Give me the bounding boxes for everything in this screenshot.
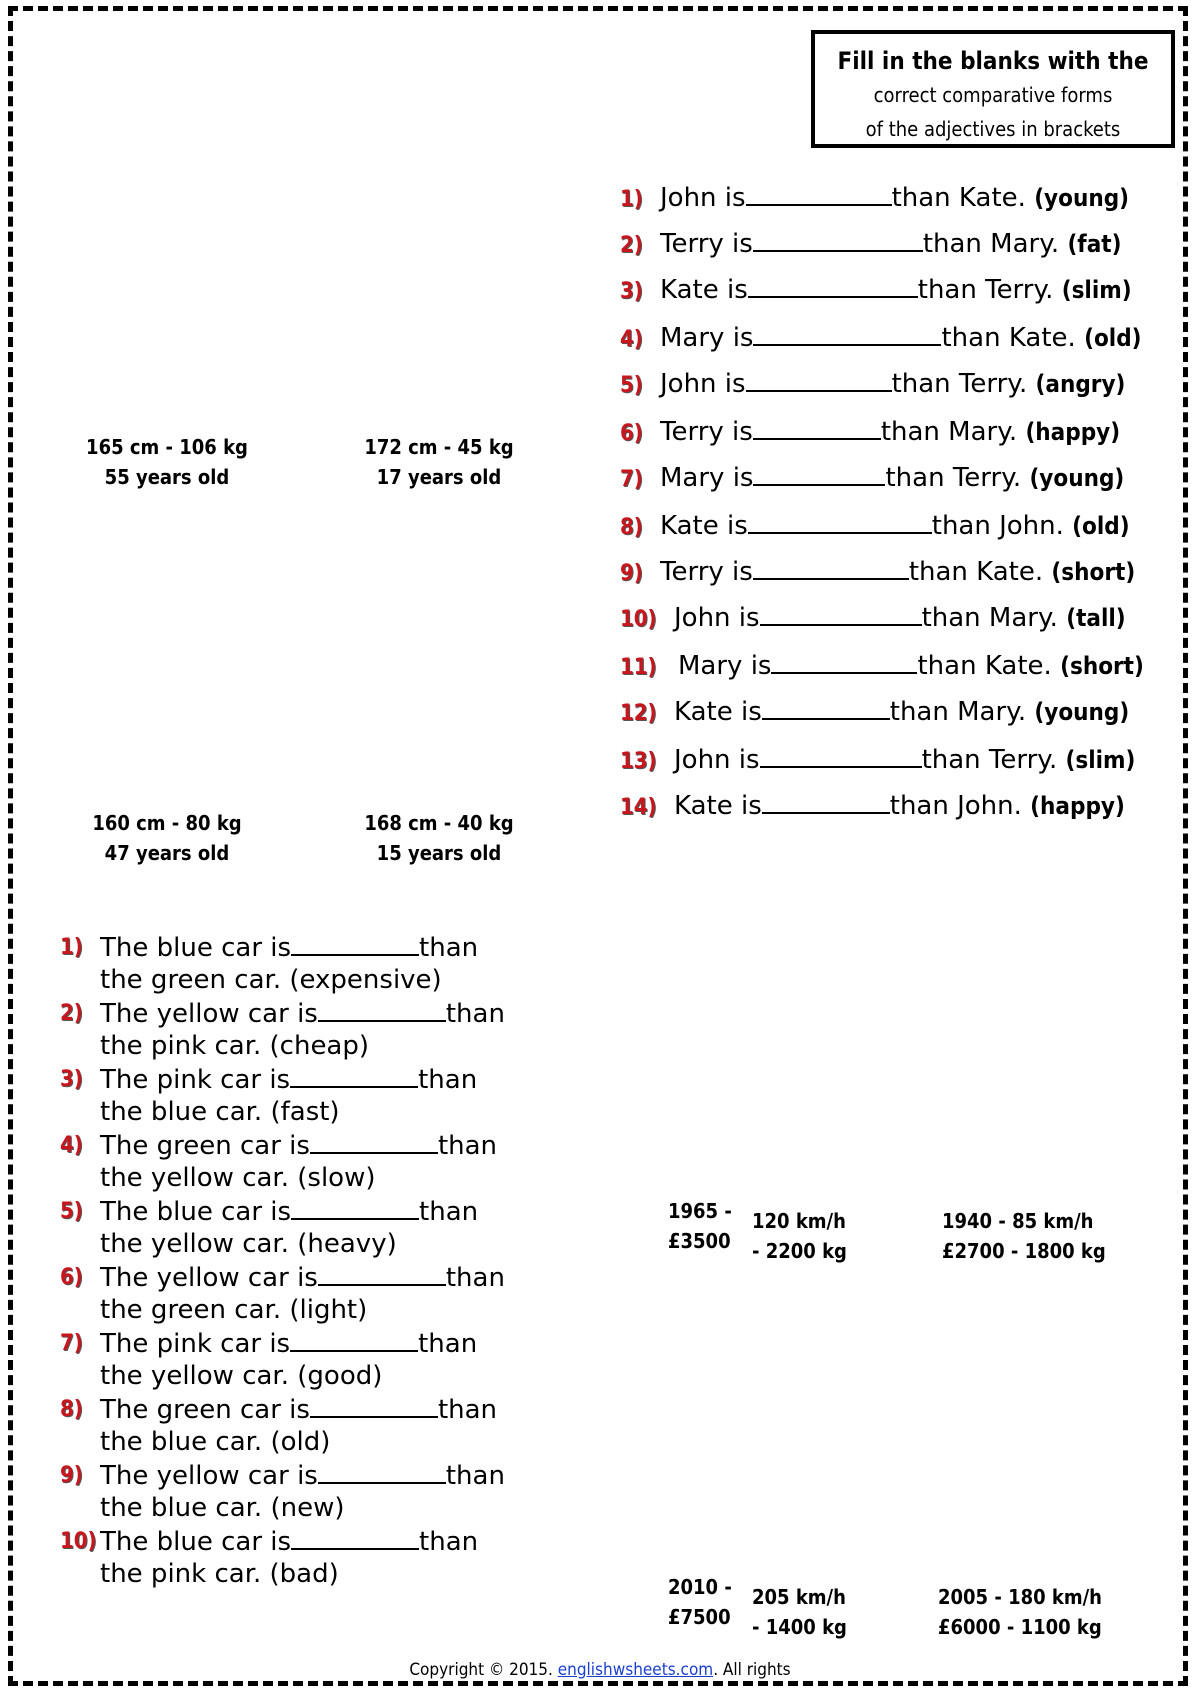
answer-blank[interactable] [310,1392,438,1418]
answer-blank[interactable] [290,1326,418,1352]
question-start: The blue car is [100,1527,292,1557]
answer-blank[interactable] [291,1524,419,1550]
question-rest: than Kate. [908,557,1044,587]
question-rest: than John. [931,511,1064,541]
question-number: 3) [60,1067,83,1092]
answer-blank[interactable] [762,786,890,814]
question-number: 14) [620,795,657,820]
question-start: The yellow car is [100,1461,318,1491]
people-question [620,692,1129,732]
question-adjective: (short) [1060,652,1144,680]
question-adjective: (slim) [1061,276,1132,304]
question-subject: Terry is [660,417,753,447]
people-question [620,224,1121,264]
car-year-speed: 2005 - 180 km/h [938,1585,1102,1609]
question-subject: Mary is [660,323,754,353]
question-than: than [445,999,505,1029]
question-rest: than Mary. [922,229,1060,259]
question-end: the yellow car. (slow) [100,1163,376,1193]
question-adjective: (angry) [1035,370,1126,398]
copyright-footer [0,1660,1200,1680]
question-rest: than Mary. [921,603,1058,633]
person-stats [334,432,544,492]
question-number: 12) [620,701,657,726]
question-adjective: (old) [1072,512,1130,540]
question-start: The blue car is [100,933,292,963]
instructions-line-3: of the adjectives in brackets [865,117,1121,141]
question-adjective: (fat) [1067,230,1122,258]
person-height-weight: 168 cm - 40 kg [364,811,514,835]
people-question [620,552,1135,592]
person-age: 47 years old [104,841,230,865]
question-rest: than Terry. [917,275,1054,305]
answer-blank[interactable] [290,1062,418,1088]
question-than: than [419,933,479,963]
site-link[interactable]: englishwsheets.com [557,1660,714,1680]
car-year-speed: 1940 - 85 km/h [942,1209,1094,1233]
person-age: 17 years old [376,465,502,489]
instructions-line-1: Fill in the blanks with the [837,47,1149,75]
car-stats [752,1206,847,1266]
question-end: the yellow car. (heavy) [100,1229,397,1259]
answer-blank[interactable] [291,1194,419,1220]
answer-blank[interactable] [771,646,917,674]
question-end: the pink car. (cheap) [100,1031,370,1061]
car-year: 2010 - [668,1575,732,1599]
person-age: 15 years old [376,841,502,865]
question-subject: Kate is [674,697,762,727]
question-subject: Terry is [660,229,753,259]
answer-blank[interactable] [760,740,922,768]
car-price: £3500 [668,1229,731,1253]
answer-blank[interactable] [753,552,909,580]
question-number: 1) [60,935,83,960]
question-subject: Terry is [660,557,753,587]
car-stats [668,1196,732,1256]
question-number: 6) [60,1265,83,1290]
question-start: The blue car is [100,1197,292,1227]
question-adjective: (short) [1051,558,1136,586]
question-start: The green car is [100,1395,310,1425]
question-start: The pink car is [100,1065,291,1095]
question-rest: than Mary. [880,417,1018,447]
people-question [620,412,1120,452]
car-weight: - 2200 kg [752,1239,847,1263]
question-number: 4) [620,327,643,352]
car-stats [942,1206,1106,1266]
person-stats [334,808,544,868]
answer-blank[interactable] [746,178,892,206]
question-subject: John is [660,183,746,213]
people-question [620,740,1135,780]
question-than: than [445,1461,505,1491]
car-price: £7500 [668,1605,731,1629]
question-number: 7) [620,467,643,492]
car-stats [938,1582,1102,1642]
answer-blank[interactable] [753,412,881,440]
question-end: the blue car. (fast) [100,1097,340,1127]
question-rest: than John. [889,791,1022,821]
car-stats [668,1572,732,1632]
question-number: 7) [60,1331,83,1356]
question-rest: than Mary. [889,697,1027,727]
people-question [620,646,1144,686]
question-number: 9) [60,1463,83,1488]
instructions-box [811,30,1175,148]
answer-blank[interactable] [753,458,885,486]
question-number: 10) [60,1529,97,1554]
question-number: 9) [620,561,643,586]
question-subject: Kate is [660,511,748,541]
question-rest: than Terry. [921,745,1058,775]
car-year: 1965 - [668,1199,732,1223]
question-subject: John is [674,745,760,775]
answer-blank[interactable] [318,1260,446,1286]
question-number: 6) [620,421,643,446]
question-end: the green car. (light) [100,1295,368,1325]
answer-blank[interactable] [753,318,941,346]
question-adjective: (happy) [1025,418,1121,446]
question-than: than [437,1395,498,1425]
person-age: 55 years old [104,465,230,489]
question-than: than [419,1527,479,1557]
answer-blank[interactable] [760,598,922,626]
car-price-weight: £2700 - 1800 kg [942,1239,1106,1263]
person-height-weight: 165 cm - 106 kg [86,435,248,459]
copyright-suffix: . All rights [713,1660,791,1680]
question-adjective: (slim) [1065,746,1136,774]
question-number: 4) [60,1133,83,1158]
question-rest: than Kate. [941,323,1076,353]
question-subject: Kate is [660,275,748,305]
question-start: The pink car is [100,1329,291,1359]
answer-blank[interactable] [318,1458,446,1484]
question-number: 5) [620,373,643,398]
question-end: the pink car. (bad) [100,1559,339,1589]
question-number: 1) [620,187,643,212]
question-subject: Mary is [678,651,772,681]
question-rest: than Kate. [891,183,1026,213]
question-adjective: (young) [1029,464,1125,492]
answer-blank[interactable] [753,224,923,252]
question-number: 2) [620,233,643,258]
people-question [620,178,1129,218]
person-stats [62,432,272,492]
question-subject: Kate is [674,791,762,821]
car-stats [752,1582,847,1642]
question-than: than [418,1065,478,1095]
car-weight: - 1400 kg [752,1615,847,1639]
question-subject: John is [660,369,746,399]
answer-blank[interactable] [318,996,446,1022]
question-number: 11) [620,655,657,680]
question-adjective: (young) [1034,698,1130,726]
question-number: 5) [60,1199,83,1224]
question-than: than [445,1263,505,1293]
question-number: 8) [60,1397,83,1422]
answer-blank[interactable] [746,364,892,392]
question-number: 13) [620,749,657,774]
question-number: 10) [620,607,657,632]
answer-blank[interactable] [291,930,419,956]
question-adjective: (happy) [1030,792,1125,820]
people-question [620,270,1132,310]
answer-blank[interactable] [748,270,918,298]
copyright-prefix: Copyright © 2015. [409,1660,553,1680]
instructions-line-2: correct comparative forms [873,83,1113,107]
people-question [620,318,1142,358]
people-question [620,458,1124,498]
question-rest: than Terry. [891,369,1028,399]
people-question [620,598,1126,638]
question-end: the blue car. (old) [100,1427,331,1457]
question-than: than [418,1329,478,1359]
question-end: the green car. (expensive) [100,965,442,995]
question-subject: Mary is [660,463,754,493]
question-number: 2) [60,1001,83,1026]
question-start: The yellow car is [100,999,318,1029]
answer-blank[interactable] [748,506,932,534]
people-question [620,786,1125,826]
person-stats [62,808,272,868]
person-height-weight: 160 cm - 80 kg [92,811,242,835]
question-rest: than Kate. [917,651,1052,681]
question-than: than [419,1197,479,1227]
answer-blank[interactable] [762,692,890,720]
car-speed: 120 km/h [752,1209,846,1233]
question-adjective: (young) [1034,184,1130,212]
people-question [620,506,1130,546]
car-price-weight: £6000 - 1100 kg [938,1615,1102,1639]
car-speed: 205 km/h [752,1585,846,1609]
person-height-weight: 172 cm - 45 kg [364,435,514,459]
question-than: than [437,1131,498,1161]
question-number: 8) [620,515,643,540]
question-rest: than Terry. [885,463,1022,493]
question-adjective: (old) [1084,324,1142,352]
answer-blank[interactable] [310,1128,438,1154]
question-subject: John is [674,603,760,633]
question-number: 3) [620,279,643,304]
question-start: The yellow car is [100,1263,318,1293]
question-start: The green car is [100,1131,310,1161]
people-question [620,364,1125,404]
question-adjective: (tall) [1066,604,1126,632]
question-end: the yellow car. (good) [100,1361,383,1391]
question-end: the blue car. (new) [100,1493,345,1523]
